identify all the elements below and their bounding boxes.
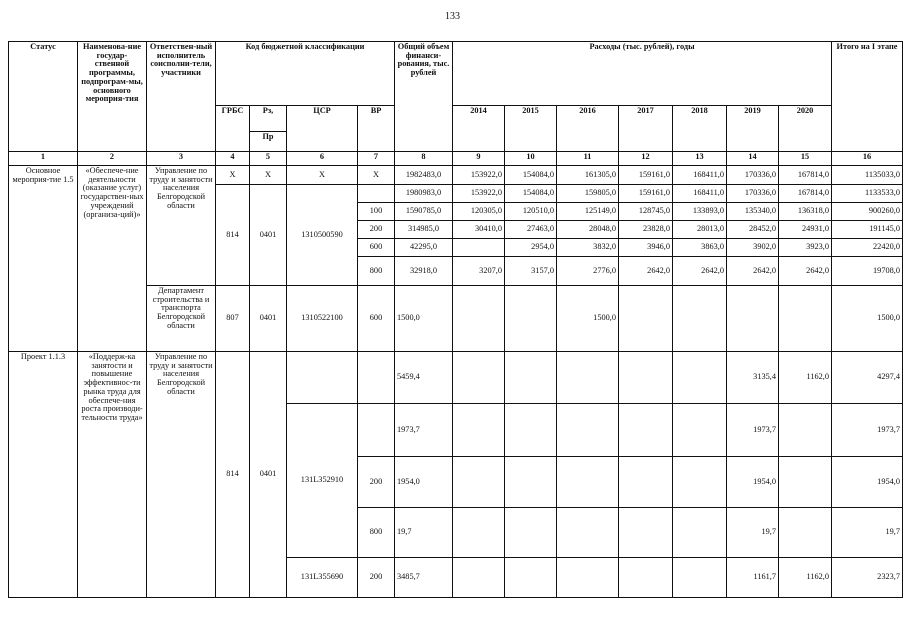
total-cell: 42295,0 bbox=[395, 239, 453, 257]
header-year-2017: 2017 bbox=[619, 106, 673, 152]
rz-cell: Х bbox=[250, 166, 287, 185]
year-cell bbox=[673, 404, 727, 457]
stage-cell: 900260,0 bbox=[832, 203, 903, 221]
vr-cell: 100 bbox=[358, 203, 395, 221]
year-cell bbox=[505, 508, 557, 558]
year-cell: 3135,4 bbox=[727, 352, 779, 404]
year-cell bbox=[453, 404, 505, 457]
year-cell: 23828,0 bbox=[619, 221, 673, 239]
year-cell bbox=[779, 457, 832, 508]
header-year-2014: 2014 bbox=[453, 106, 505, 152]
year-cell bbox=[619, 286, 673, 352]
year-cell bbox=[505, 404, 557, 457]
year-cell bbox=[453, 239, 505, 257]
year-cell: 159161,0 bbox=[619, 166, 673, 185]
header-expenses: Расходы (тыс. рублей), годы bbox=[453, 42, 832, 106]
vr-cell: 200 bbox=[358, 221, 395, 239]
year-cell: 120305,0 bbox=[453, 203, 505, 221]
year-cell bbox=[727, 286, 779, 352]
year-cell: 3157,0 bbox=[505, 257, 557, 286]
rz-cell: 0401 bbox=[250, 286, 287, 352]
year-cell: 136318,0 bbox=[779, 203, 832, 221]
stage-cell: 1954,0 bbox=[832, 457, 903, 508]
total-cell: 32918,0 bbox=[395, 257, 453, 286]
year-cell bbox=[453, 508, 505, 558]
total-cell: 1973,7 bbox=[395, 404, 453, 457]
col-num: 14 bbox=[727, 152, 779, 166]
year-cell bbox=[557, 508, 619, 558]
year-cell: 3863,0 bbox=[673, 239, 727, 257]
total-cell: 1982483,0 bbox=[395, 166, 453, 185]
year-cell bbox=[673, 508, 727, 558]
header-year-2019: 2019 bbox=[727, 106, 779, 152]
grbs-cell: Х bbox=[216, 166, 250, 185]
col-num: 7 bbox=[358, 152, 395, 166]
stage-cell: 191145,0 bbox=[832, 221, 903, 239]
year-cell: 128745,0 bbox=[619, 203, 673, 221]
header-year-2020: 2020 bbox=[779, 106, 832, 152]
year-cell: 1973,7 bbox=[727, 404, 779, 457]
year-cell bbox=[619, 457, 673, 508]
col-num: 5 bbox=[250, 152, 287, 166]
col-num: 11 bbox=[557, 152, 619, 166]
header-year-2018: 2018 bbox=[673, 106, 727, 152]
header-year-2015: 2015 bbox=[505, 106, 557, 152]
col-num: 2 bbox=[78, 152, 147, 166]
year-cell: 154084,0 bbox=[505, 185, 557, 203]
year-cell bbox=[505, 558, 557, 598]
csr-cell: 131L355690 bbox=[287, 558, 358, 598]
year-cell: 133893,0 bbox=[673, 203, 727, 221]
vr-cell: 600 bbox=[358, 286, 395, 352]
year-cell: 3902,0 bbox=[727, 239, 779, 257]
year-cell bbox=[779, 508, 832, 558]
header-executor: Ответствен-ный исполнитель соисполни-тели, участники bbox=[147, 42, 216, 152]
year-cell bbox=[505, 457, 557, 508]
stage-cell: 2323,7 bbox=[832, 558, 903, 598]
vr-cell: Х bbox=[358, 166, 395, 185]
year-cell: 159161,0 bbox=[619, 185, 673, 203]
col-num: 12 bbox=[619, 152, 673, 166]
year-cell: 161305,0 bbox=[557, 166, 619, 185]
year-cell: 2642,0 bbox=[673, 257, 727, 286]
table-row bbox=[9, 166, 903, 185]
year-cell bbox=[557, 404, 619, 457]
year-cell: 168411,0 bbox=[673, 185, 727, 203]
year-cell: 2954,0 bbox=[505, 239, 557, 257]
stage-cell: 4297,4 bbox=[832, 352, 903, 404]
year-cell: 167814,0 bbox=[779, 185, 832, 203]
year-cell: 159805,0 bbox=[557, 185, 619, 203]
year-cell: 28013,0 bbox=[673, 221, 727, 239]
header-stage-total: Итого на I этапе bbox=[832, 42, 903, 152]
total-cell: 1954,0 bbox=[395, 457, 453, 508]
year-cell: 170336,0 bbox=[727, 185, 779, 203]
total-cell: 19,7 bbox=[395, 508, 453, 558]
year-cell: 1500,0 bbox=[557, 286, 619, 352]
year-cell: 1161,7 bbox=[727, 558, 779, 598]
year-cell bbox=[619, 558, 673, 598]
stage-cell: 1973,7 bbox=[832, 404, 903, 457]
year-cell bbox=[557, 457, 619, 508]
year-cell: 153922,0 bbox=[453, 166, 505, 185]
header-rz: Рз, bbox=[250, 106, 287, 132]
year-cell bbox=[673, 286, 727, 352]
year-cell bbox=[673, 352, 727, 404]
header-csr: ЦСР bbox=[287, 106, 358, 152]
total-cell: 1590785,0 bbox=[395, 203, 453, 221]
year-cell bbox=[505, 352, 557, 404]
year-cell: 3946,0 bbox=[619, 239, 673, 257]
vr-cell: 600 bbox=[358, 239, 395, 257]
header-vr: ВР bbox=[358, 106, 395, 152]
year-cell: 28452,0 bbox=[727, 221, 779, 239]
budget-table bbox=[8, 41, 903, 598]
year-cell: 3207,0 bbox=[453, 257, 505, 286]
stage-cell: 1133533,0 bbox=[832, 185, 903, 203]
stage-cell: 19,7 bbox=[832, 508, 903, 558]
col-num: 16 bbox=[832, 152, 903, 166]
vr-cell: 800 bbox=[358, 508, 395, 558]
year-cell: 167814,0 bbox=[779, 166, 832, 185]
executor-cell: Департамент строительства и транспорта Белгородской области bbox=[147, 286, 216, 352]
year-cell: 135340,0 bbox=[727, 203, 779, 221]
executor-cell: Управление по труду и занятости населения Белгородской области bbox=[147, 352, 216, 598]
header-total: Общий объем финанси-рования, тыс. рублей bbox=[395, 42, 453, 152]
vr-cell bbox=[358, 352, 395, 404]
year-cell: 19,7 bbox=[727, 508, 779, 558]
header-budget-code: Код бюджетной классификации bbox=[216, 42, 395, 106]
rz-cell: 0401 bbox=[250, 185, 287, 286]
col-num: 4 bbox=[216, 152, 250, 166]
executor-cell: Управление по труду и занятости населения Белгородской области bbox=[147, 166, 216, 286]
year-cell: 2642,0 bbox=[619, 257, 673, 286]
grbs-cell: 814 bbox=[216, 352, 250, 598]
col-num: 15 bbox=[779, 152, 832, 166]
year-cell bbox=[557, 352, 619, 404]
year-cell: 1162,0 bbox=[779, 558, 832, 598]
header-status: Статус bbox=[9, 42, 78, 152]
year-cell bbox=[453, 352, 505, 404]
year-cell: 2776,0 bbox=[557, 257, 619, 286]
year-cell: 154084,0 bbox=[505, 166, 557, 185]
vr-cell bbox=[358, 185, 395, 203]
stage-cell: 22420,0 bbox=[832, 239, 903, 257]
vr-cell: 200 bbox=[358, 558, 395, 598]
year-cell: 120510,0 bbox=[505, 203, 557, 221]
total-cell: 314985,0 bbox=[395, 221, 453, 239]
year-cell: 2642,0 bbox=[727, 257, 779, 286]
header-name: Наименова-ние государ-ственной программы, подпрограм-мы, основного мероприя-тия bbox=[78, 42, 147, 152]
vr-cell: 200 bbox=[358, 457, 395, 508]
rz-cell: 0401 bbox=[250, 352, 287, 598]
name-cell: «Обеспече-ние деятельности (оказание услуг) государствен-ных учреждений (организа-ций)» bbox=[78, 166, 147, 352]
total-cell: 1500,0 bbox=[395, 286, 453, 352]
col-num: 13 bbox=[673, 152, 727, 166]
year-cell: 24931,0 bbox=[779, 221, 832, 239]
year-cell bbox=[505, 286, 557, 352]
year-cell: 2642,0 bbox=[779, 257, 832, 286]
year-cell bbox=[453, 558, 505, 598]
year-cell bbox=[779, 404, 832, 457]
total-cell: 1980983,0 bbox=[395, 185, 453, 203]
year-cell: 168411,0 bbox=[673, 166, 727, 185]
year-cell bbox=[673, 457, 727, 508]
csr-cell: 1310522100 bbox=[287, 286, 358, 352]
name-cell: «Поддерж-ка занятости и повышение эффективнос-ти рынка труда для обеспече-ния роста производи-тельности труда» bbox=[78, 352, 147, 598]
grbs-cell: 814 bbox=[216, 185, 250, 286]
header-pr: Пр bbox=[250, 132, 287, 152]
stage-cell: 19708,0 bbox=[832, 257, 903, 286]
total-cell: 3485,7 bbox=[395, 558, 453, 598]
status-cell: Проект 1.1.3 bbox=[9, 352, 78, 598]
csr-cell: 1310500590 bbox=[287, 185, 358, 286]
page-number: 133 bbox=[445, 11, 460, 22]
year-cell: 1954,0 bbox=[727, 457, 779, 508]
year-cell bbox=[619, 352, 673, 404]
total-cell: 5459,4 bbox=[395, 352, 453, 404]
col-num: 3 bbox=[147, 152, 216, 166]
year-cell: 27463,0 bbox=[505, 221, 557, 239]
year-cell: 1162,0 bbox=[779, 352, 832, 404]
year-cell bbox=[673, 558, 727, 598]
stage-cell: 1135033,0 bbox=[832, 166, 903, 185]
year-cell: 28048,0 bbox=[557, 221, 619, 239]
header-grbs: ГРБС bbox=[216, 106, 250, 152]
csr-cell bbox=[287, 352, 358, 404]
status-cell: Основное мероприя-тие 1.5 bbox=[9, 166, 78, 352]
col-num: 6 bbox=[287, 152, 358, 166]
year-cell: 3832,0 bbox=[557, 239, 619, 257]
csr-cell: 131L352910 bbox=[287, 404, 358, 558]
header-year-2016: 2016 bbox=[557, 106, 619, 152]
year-cell bbox=[557, 558, 619, 598]
col-num: 9 bbox=[453, 152, 505, 166]
col-num: 10 bbox=[505, 152, 557, 166]
col-num: 8 bbox=[395, 152, 453, 166]
vr-cell bbox=[358, 404, 395, 457]
year-cell bbox=[619, 404, 673, 457]
year-cell: 153922,0 bbox=[453, 185, 505, 203]
year-cell: 125149,0 bbox=[557, 203, 619, 221]
col-num: 1 bbox=[9, 152, 78, 166]
year-cell: 3923,0 bbox=[779, 239, 832, 257]
year-cell bbox=[619, 508, 673, 558]
table-row bbox=[9, 352, 903, 404]
vr-cell: 800 bbox=[358, 257, 395, 286]
stage-cell: 1500,0 bbox=[832, 286, 903, 352]
year-cell: 170336,0 bbox=[727, 166, 779, 185]
year-cell bbox=[779, 286, 832, 352]
csr-cell: Х bbox=[287, 166, 358, 185]
grbs-cell: 807 bbox=[216, 286, 250, 352]
year-cell bbox=[453, 286, 505, 352]
year-cell: 30410,0 bbox=[453, 221, 505, 239]
year-cell bbox=[453, 457, 505, 508]
